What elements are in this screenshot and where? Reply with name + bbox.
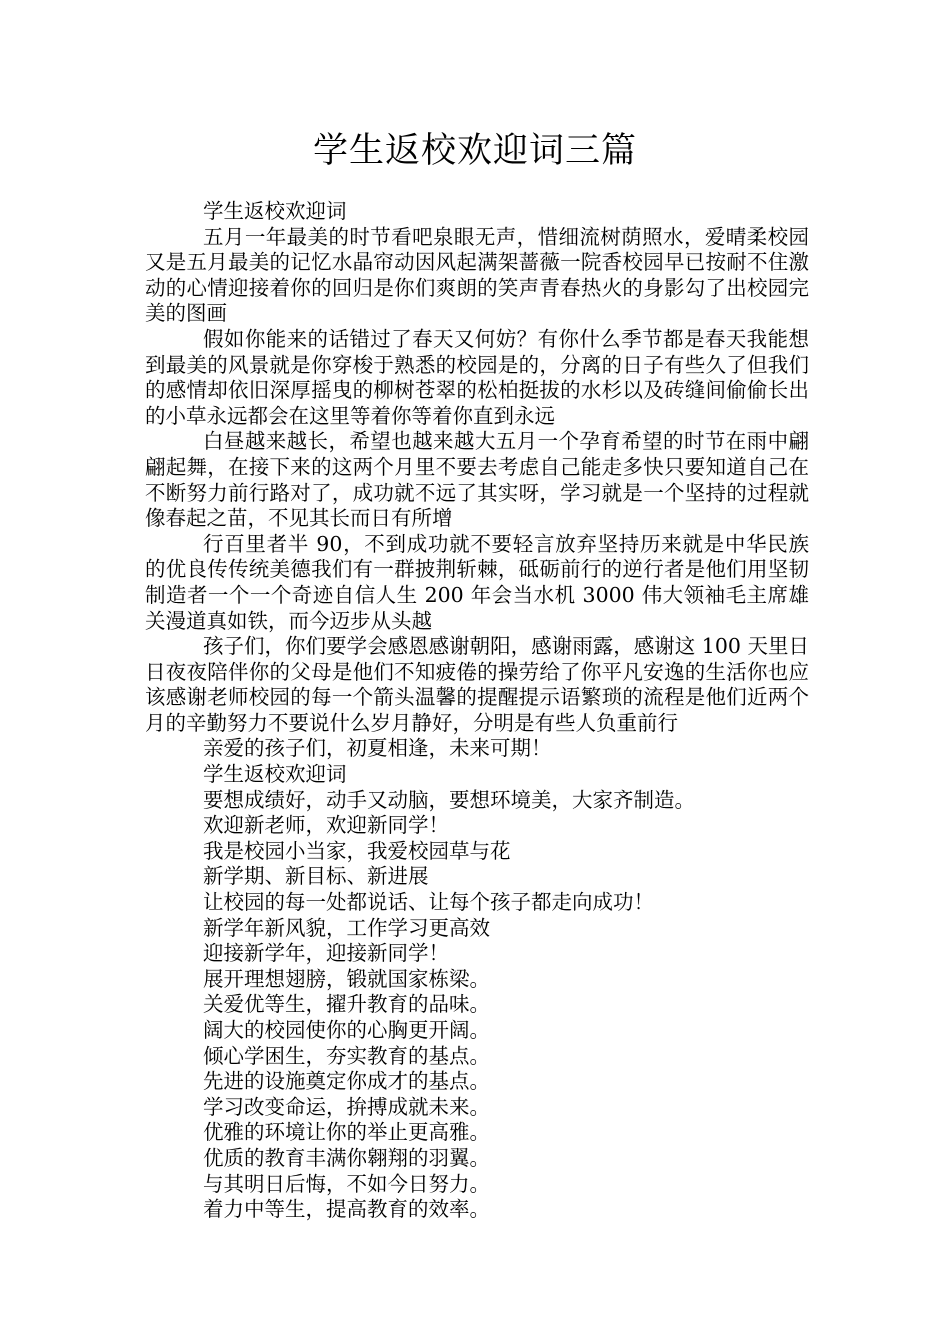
slogan-line: 阔大的校园使你的心胸更开阔。 xyxy=(203,1018,490,1042)
slogan-line: 欢迎新老师，欢迎新同学！ xyxy=(203,813,449,838)
document-title: 学生返校欢迎词三篇 xyxy=(312,131,637,171)
slogan-line: 关爱优等生，擢升教育的品味。 xyxy=(203,992,490,1017)
slogan-line: 展开理想翅膀，锻就国家栋梁。 xyxy=(203,966,490,991)
section-heading: 学生返校欢迎词 xyxy=(203,762,347,787)
paragraph: 假如你能来的话错过了春天又何妨？有你什么季节都是春天我能想到最美的风景就是你穿梭于熟悉的校园是的，分离的日子有些久了但我们的感情却依旧深厚摇曳的柳树苍翠的松柏挺拔的水杉以及砖缝间偷偷长出的小草永远都会在这里等着你等着你直到永远 xyxy=(145,326,809,428)
slogan-line: 着力中等生，提高教育的效率。 xyxy=(203,1197,490,1222)
paragraph: 行百里者半 90，不到成功就不要轻言放弃坚持历来就是中华民族的优良传传统美德我们有一群披荆斩棘，砥砺前行的逆行者是他们用坚韧制造者一个一个奇迹自信人生 200 年会当水机 3000 伟大领袖毛主席雄关漫道真如铁，而今迈步从头越 xyxy=(145,531,809,633)
document-body xyxy=(145,199,809,1223)
slogan-line: 倾心学困生，夯实教育的基点。 xyxy=(203,1043,490,1068)
section-heading: 学生返校欢迎词 xyxy=(203,199,347,223)
paragraph: 孩子们，你们要学会感恩感谢朝阳，感谢雨露，感谢这 100 天里日日夜夜陪伴你的父母是他们不知疲倦的操劳给了你平凡安逸的生活你也应该感谢老师校园的每一个箭头温馨的提醒提示语繁琐的流程是他们近两个月的辛勤努力不要说什么岁月静好，分明是有些人负重前行 xyxy=(145,634,809,735)
slogan-line: 让校园的每一处都说话、让每个孩子都走向成功！ xyxy=(203,890,654,915)
slogan-line: 迎接新学年，迎接新同学！ xyxy=(203,941,449,966)
slogan-line: 优雅的环境让你的举止更高雅。 xyxy=(203,1120,490,1145)
slogan-line: 我是校园小当家，我爱校园草与花 xyxy=(203,838,511,863)
slogan-line: 新学年新风貌，工作学习更高效 xyxy=(203,915,490,940)
closing-line: 亲爱的孩子们，初夏相逢，未来可期！ xyxy=(203,736,552,761)
slogan-line: 先进的设施奠定你成才的基点。 xyxy=(203,1069,490,1094)
paragraph: 白昼越来越长，希望也越来越大五月一个孕育希望的时节在雨中翩翩起舞，在接下来的这两个月里不要去考虑自己能走多快只要知道自己在不断努力前行路对了，成功就不远了其实呀，学习就是一个坚持的过程就像春起之苗，不见其长而日有所增 xyxy=(145,429,809,531)
slogan-line: 学习改变命运，拚搏成就未来。 xyxy=(203,1094,490,1119)
paragraph: 五月一年最美的时节看吧泉眼无声，惜细流树荫照水，爱晴柔校园又是五月最美的记忆水晶帘动因风起满架蔷薇一院香校园早已按耐不住激动的心情迎接着你的回归是你们爽朗的笑声青春热火的身影勾了出校园完美的图画 xyxy=(145,224,809,326)
slogan-line: 与其明日后悔，不如今日努力。 xyxy=(203,1171,490,1196)
slogan-line: 新学期、新目标、新进展 xyxy=(203,864,429,889)
slogan-line: 优质的教育丰满你翱翔的羽翼。 xyxy=(203,1145,490,1170)
slogan-line: 要想成绩好，动手又动脑，要想环境美，大家齐制造。 xyxy=(203,787,695,812)
